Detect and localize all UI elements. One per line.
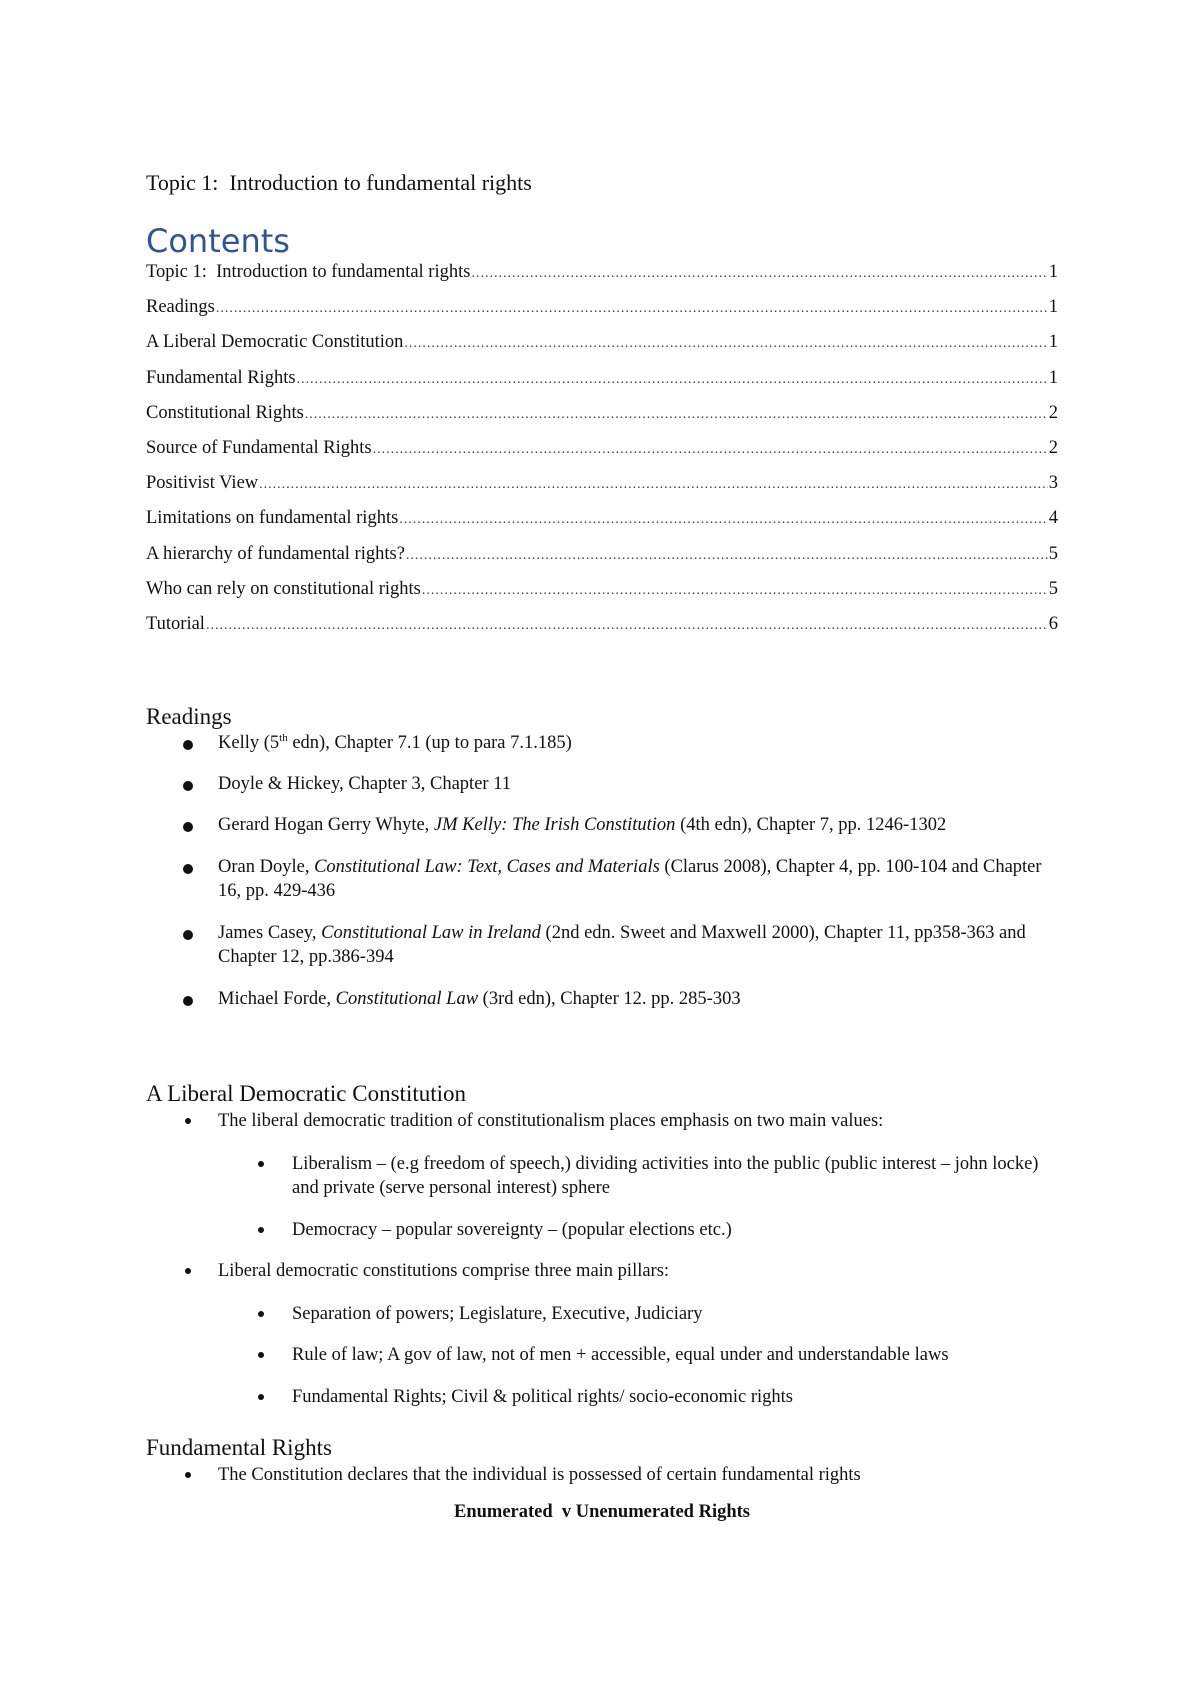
bullet-icon	[258, 1227, 264, 1233]
bullet-icon	[258, 1394, 264, 1400]
toc-entry-page: 1	[1048, 262, 1058, 282]
bullet-icon	[183, 864, 193, 874]
bullet-icon	[185, 1118, 191, 1124]
toc-entry-label[interactable]: Source of Fundamental Rights	[146, 437, 372, 458]
toc-entry-page: 4	[1048, 508, 1058, 529]
toc-leader	[406, 548, 1048, 564]
toc-leader	[305, 407, 1048, 423]
toc-entry[interactable]	[146, 403, 1058, 438]
bullet-icon	[183, 822, 193, 832]
bullet-icon	[183, 740, 193, 750]
toc-entry-label[interactable]: Fundamental Rights	[146, 367, 296, 388]
liberal-list	[146, 1109, 1058, 1409]
toc-entry-label[interactable]: Limitations on fundamental rights	[146, 508, 399, 529]
toc-entry-page: 5	[1048, 543, 1058, 564]
readings-heading: Readings	[146, 704, 232, 729]
toc-leader	[297, 372, 1048, 388]
document-title: Topic 1: Introduction to fundamental rights	[146, 170, 532, 195]
bullet-icon	[185, 1472, 191, 1478]
toc-entry-label[interactable]: A hierarchy of fundamental rights?	[146, 543, 405, 564]
reading-item: James Casey, Constitutional Law in Ireland (2nd edn. Sweet and Maxwell 2000), Chapter 11, pp358-363 and Chapter 12, pp.386-394	[146, 921, 1058, 970]
toc-entry-page: 3	[1048, 473, 1058, 494]
reading-item: Kelly (5th edn), Chapter 7.1 (up to para 7.1.185)	[146, 731, 1058, 756]
toc-entry[interactable]	[146, 368, 1058, 403]
list-item: Rule of law; A gov of law, not of men + accessible, equal under and understandable laws	[146, 1343, 1058, 1368]
toc-leader	[399, 512, 1047, 528]
list-item: Separation of powers; Legislature, Executive, Judiciary	[146, 1302, 1058, 1327]
toc-entry-page: 1	[1048, 297, 1058, 318]
toc-leader	[422, 583, 1048, 599]
toc-entry-label[interactable]: Topic 1: Introduction to fundamental rights	[146, 262, 471, 282]
toc-entry-label[interactable]: Positivist View	[146, 473, 259, 494]
list-item: Liberalism – (e.g freedom of speech,) dividing activities into the public (public interest – john locke) and private (serve personal interest) sphere	[146, 1152, 1058, 1201]
toc-entry[interactable]	[146, 473, 1058, 508]
readings-list	[146, 731, 1058, 1011]
fundamental-heading: Fundamental Rights	[146, 1435, 332, 1460]
bullet-icon	[258, 1311, 264, 1317]
list-item: Fundamental Rights; Civil & political rights/ socio-economic rights	[146, 1385, 1058, 1410]
toc-entry[interactable]	[146, 579, 1058, 614]
toc-leader	[471, 266, 1047, 282]
toc-entry[interactable]	[146, 438, 1058, 473]
toc-entry-page: 5	[1048, 578, 1058, 599]
bullet-icon	[258, 1161, 264, 1167]
toc-entry[interactable]	[146, 544, 1058, 579]
bullet-icon	[185, 1268, 191, 1274]
toc-entry-label[interactable]: A Liberal Democratic Constitution	[146, 332, 404, 353]
toc-entry-page: 2	[1048, 402, 1058, 423]
toc-entry[interactable]	[146, 508, 1058, 543]
toc-entry[interactable]	[146, 297, 1058, 332]
reading-item: Doyle & Hickey, Chapter 3, Chapter 11	[146, 772, 1058, 797]
toc-entry-page: 6	[1048, 613, 1058, 634]
enumerated-subheading: Enumerated v Unenumerated Rights	[454, 1502, 750, 1522]
toc-entry-page: 2	[1048, 437, 1058, 458]
toc-entry-label[interactable]: Tutorial	[146, 613, 205, 634]
toc-leader	[206, 618, 1048, 634]
toc-entry[interactable]	[146, 614, 1058, 649]
toc-entry[interactable]	[146, 262, 1058, 297]
liberal-heading: A Liberal Democratic Constitution	[146, 1081, 467, 1106]
toc-leader	[373, 442, 1048, 458]
reading-item: Michael Forde, Constitutional Law (3rd edn), Chapter 12. pp. 285-303	[146, 987, 1058, 1012]
toc-entry-label[interactable]: Constitutional Rights	[146, 402, 304, 423]
table-of-contents	[146, 262, 1058, 649]
toc-entry-page: 1	[1048, 332, 1058, 353]
list-item: Democracy – popular sovereignty – (popular elections etc.)	[146, 1218, 1058, 1243]
list-item: The liberal democratic tradition of constitutionalism places emphasis on two main values:	[146, 1109, 1058, 1134]
bullet-icon	[183, 930, 193, 940]
toc-entry-label[interactable]: Who can rely on constitutional rights	[146, 578, 421, 599]
contents-heading: Contents	[146, 222, 290, 260]
reading-item: Oran Doyle, Constitutional Law: Text, Cases and Materials (Clarus 2008), Chapter 4, pp. 100-104 and Chapter 16, pp. 429-436	[146, 855, 1058, 904]
fundamental-list	[146, 1463, 1058, 1488]
bullet-icon	[183, 781, 193, 791]
bullet-icon	[258, 1352, 264, 1358]
toc-entry-page: 1	[1048, 367, 1058, 388]
toc-entry[interactable]	[146, 332, 1058, 367]
toc-leader	[259, 477, 1048, 493]
toc-entry-label[interactable]: Readings	[146, 297, 215, 318]
toc-leader	[404, 336, 1047, 352]
list-item: Liberal democratic constitutions comprise three main pillars:	[146, 1259, 1058, 1284]
bullet-icon	[183, 996, 193, 1006]
toc-leader	[216, 301, 1048, 317]
list-item: The Constitution declares that the individual is possessed of certain fundamental rights	[146, 1463, 1058, 1488]
reading-item: Gerard Hogan Gerry Whyte, JM Kelly: The Irish Constitution (4th edn), Chapter 7, pp. 1246-1302	[146, 813, 1058, 838]
